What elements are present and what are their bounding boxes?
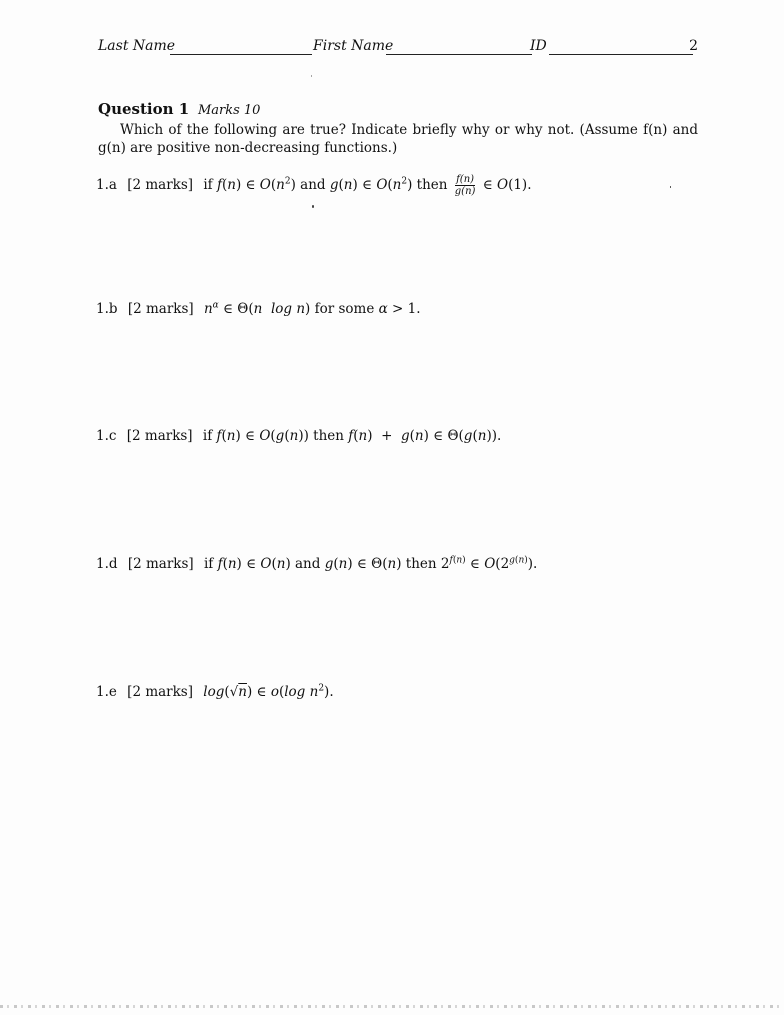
part-label: 1.c: [96, 428, 117, 444]
question-marks: Marks 10: [197, 103, 261, 118]
fraction: $\frac{f(n)}{g(n)}$: [454, 174, 476, 197]
last-name-label: Last Name: [98, 38, 176, 54]
last-name-line: [170, 54, 312, 55]
part-statement: if f(n) ∈ $O(n^2)$ and g(n) ∈ $O(n^2)$ then $\frac{f(n)}{g(n)}$ ∈ O(1).: [203, 174, 532, 197]
part-marks: [2 marks]: [127, 555, 194, 572]
scan-edge-noise: [0, 1005, 784, 1008]
part-1c: [96, 428, 501, 444]
part-statement: $n^\alpha$ ∈ Θ(n log n) for some α > 1.: [203, 300, 421, 317]
id-label: ID: [530, 38, 547, 54]
part-statement: log(√n) ∈ o(log $n^2$).: [203, 683, 334, 700]
part-label: 1.e: [96, 683, 117, 700]
part-statement: if f(n) ∈ O(n) and g(n) ∈ Θ(n) then $2^{f(n)}$ ∈ $O(2^{g(n)})$.: [203, 555, 538, 572]
part-1a: [96, 174, 532, 197]
scan-speck: [311, 75, 312, 77]
first-name-label: First Name: [313, 38, 394, 54]
part-marks: [2 marks]: [127, 300, 194, 317]
question-title: [98, 100, 260, 118]
part-marks: [2 marks]: [127, 177, 194, 193]
part-marks: [2 marks]: [127, 683, 193, 700]
scan-speck: [312, 205, 314, 208]
page-number: 2: [689, 38, 698, 54]
part-label: 1.a: [96, 177, 117, 193]
part-1b: [96, 300, 421, 317]
part-1d: [96, 555, 537, 572]
id-line: [549, 54, 693, 55]
part-label: 1.d: [96, 555, 118, 572]
part-label: 1.b: [96, 300, 118, 317]
page-header: [98, 38, 698, 58]
first-name-line: [386, 54, 532, 55]
part-1e: [96, 683, 334, 700]
scan-speck: [670, 186, 671, 188]
part-statement: if f(n) ∈ O(g(n)) then f(n) + g(n) ∈ Θ(g(n)).: [202, 428, 502, 444]
question-heading: Question 1: [98, 100, 190, 118]
part-marks: [2 marks]: [126, 428, 193, 444]
question-description: Which of the following are true? Indicate briefly why or why not. (Assume f(n) and g(n) are positive non-decreasing functions.): [98, 122, 698, 156]
